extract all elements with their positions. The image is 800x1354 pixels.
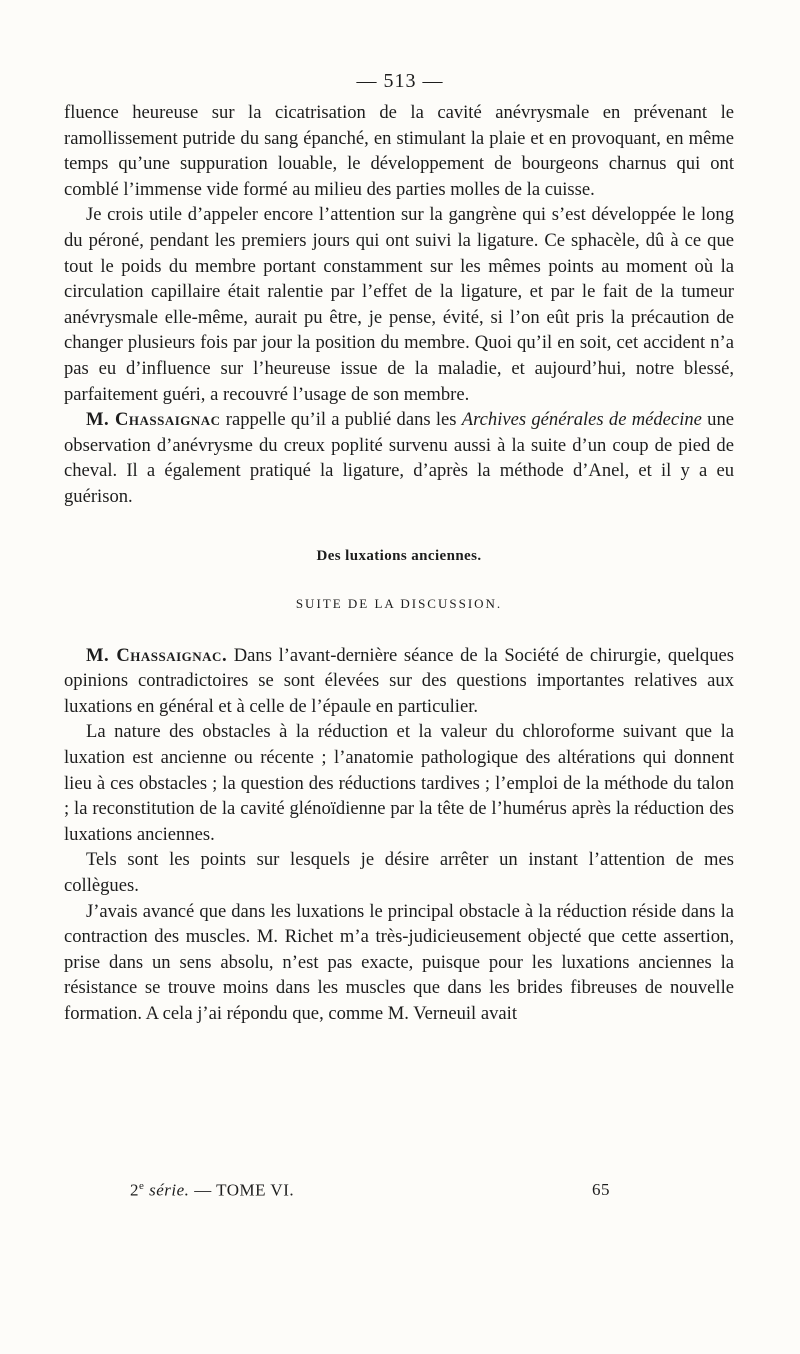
page-number: — 513 —: [356, 70, 444, 92]
tome-label: — TOME VI.: [194, 1180, 295, 1200]
paragraph-4: [64, 643, 734, 720]
paragraph-5: La nature des obstacles à la réduction et la valeur du chloroforme suivant que la luxation est ancienne ou récente ; l’anatomie pathologique des altérations qui donnent lieu à ces obstacles ; la question des réductions tardives ; l’emploi de la méthode du talon ; la reconstitution de la cavité glénoïdienne par la tête de l’humérus après la réduction des luxations anciennes.: [64, 721, 734, 845]
signature-mark: 65: [592, 1180, 610, 1199]
series-superscript: e: [139, 1180, 145, 1192]
paragraph-3-text-b: une observation d’anévrysme du creux poplité survenu aussi à la suite d’un coup de pied de cheval. Il a également pratiqué la ligature, d’après la méthode d’Anel, et il y a eu guérison.: [64, 409, 735, 507]
section-subtitle: SUITE DE LA DISCUSSION.: [295, 596, 503, 612]
paragraph-4-text: Dans l’avant-dernière séance de la Société de chirurgie, quelques opinions contradictoires se sont élevées sur des questions importantes relatives aux luxations en général et à celle de l’épaule en particulier.: [64, 644, 735, 717]
main-text: [64, 100, 734, 1027]
series-number: 2: [130, 1180, 139, 1200]
paragraph-2: Je crois utile d’appeler encore l’attention sur la gangrène qui s’est développée le long du péroné, pendant les premiers jours qui ont suivi la ligature. Ce sphacèle, dû à ce que tout le poids du membre portant constamment sur les mêmes points au moment où la circulation capillaire était ralentie par l’effet de la ligature, et par le fait de la tumeur anévrysmale elle-même, aurait pu être, je pense, évité, si l’on eût pris la précaution de changer plusieurs fois par jour la position du membre. Quoi qu’il en soit, cet accident n’a pas eu d’influence sur l’heureuse issue de la maladie, et aujourd’hui, notre blessé, parfaitement guéri, a recouvré l’usage de son membre.: [64, 204, 734, 405]
speaker-name-2: M. Chassaignac.: [86, 644, 228, 666]
journal-title: Archives générales de médecine: [461, 409, 702, 431]
series-word: série.: [149, 1180, 190, 1200]
section-title: Des luxations anciennes.: [316, 547, 482, 564]
paragraph-7: J’avais avancé que dans les luxations le principal obstacle à la réduction réside dans la contraction des muscles. M. Richet m’a très-judicieusement objecté que cette assertion, prise dans un sens absolu, n’est pas exacte, puisque pour les luxations anciennes la résistance se trouve moins dans les muscles que dans les brides fibreuses de nouvelle formation. A cela j’ai répondu que, comme M. Verneuil avait: [64, 900, 734, 1024]
speaker-name: M. Chassaignac: [86, 409, 221, 431]
paragraph-6: Tels sont les points sur lesquels je désire arrêter un instant l’attention de mes collègues.: [64, 849, 734, 897]
paragraph-3: [64, 407, 734, 509]
page-footer: [130, 1180, 610, 1201]
paragraph-3-text-a: rappelle qu’il a publié dans les: [220, 409, 462, 431]
paragraph-1: fluence heureuse sur la cicatrisation de la cavité anévrysmale en prévenant le ramollissement putride du sang épanché, en stimulant la plaie et en provoquant, en même temps qu’une suppuration louable, le développement de bourgeons charnus qui ont comblé l’immense vide formé au milieu des parties molles de la cuisse.: [64, 102, 734, 200]
